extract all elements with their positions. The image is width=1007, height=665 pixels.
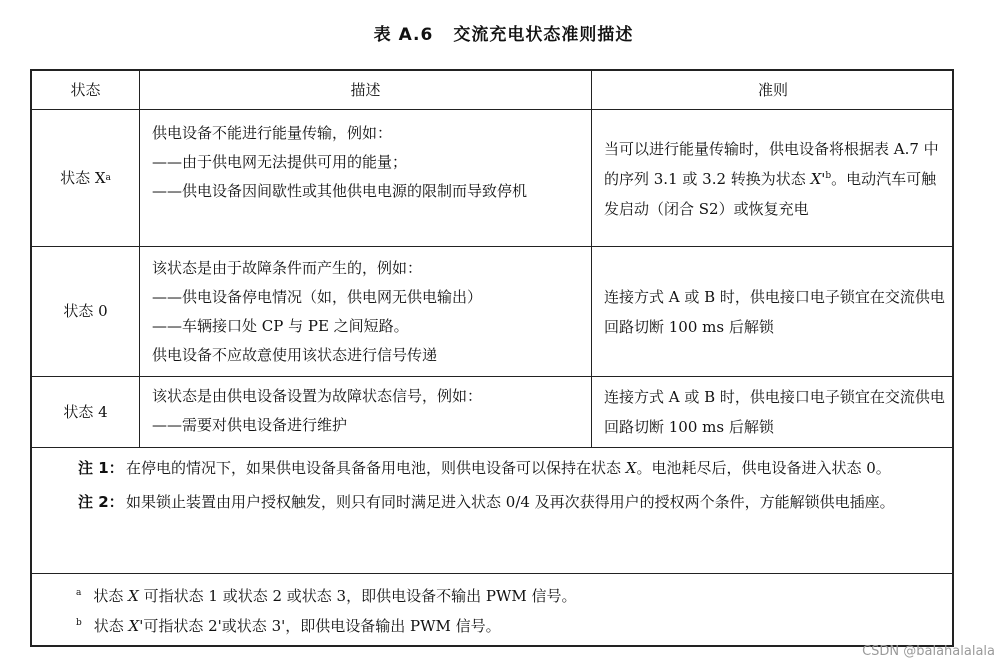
- state-0-criteria: 连接方式 A 或 B 时，供电接口电子锁宜在交流供电回路切断 100 ms 后解锁: [604, 288, 945, 336]
- table-title-text: 交流充电状态准则描述: [453, 25, 634, 45]
- state-4-description: [152, 382, 580, 440]
- footnote-a: $^a$ 状态 X 可指状态 1 或状态 2 或状态 3，即供电设备不输出 PWM 信号。: [76, 587, 577, 605]
- table-code: 表 A.6: [373, 25, 434, 45]
- footnote-b-mark: b: [825, 171, 832, 181]
- rule-row2: [32, 376, 952, 377]
- note-2-label: 注 2：: [78, 493, 124, 511]
- note-2: [78, 488, 940, 516]
- watermark: CSDN @balahalalala: [862, 644, 995, 659]
- state-x-criteria: 当可以进行能量传输时，供电设备将根据表 A.7 中的序列 3.1 或 3.2 转换为状态 $X'^b$。电动汽车可触发启动（闭合 S2）或恢复充电: [604, 140, 939, 218]
- state-0-desc-line: ——供电设备停电情况（如，供电网无供电输出）: [152, 288, 483, 306]
- footnote-b: $^b$ 状态 X'可指状态 2'或状态 3'，即供电设备输出 PWM 信号。: [76, 617, 501, 635]
- note-1: [78, 454, 940, 482]
- state-4-criteria: 连接方式 A 或 B 时，供电接口电子锁宜在交流供电回路切断 100 ms 后解锁: [604, 388, 945, 436]
- state-4-desc-line: ——需要对供电设备进行维护: [152, 416, 348, 434]
- state-x-desc-line: 供电设备不能进行能量传输，例如：: [152, 124, 393, 142]
- rule-notes: [32, 573, 952, 574]
- rule-row1: [32, 246, 952, 247]
- footnote-b-mark-foot: b: [76, 618, 82, 628]
- state-4-desc-line: 该状态是由供电设备设置为故障状态信号，例如：: [152, 387, 483, 405]
- col-rule-2: [591, 71, 592, 447]
- footnote-a-mark: a: [76, 588, 82, 598]
- header-state: 状态: [70, 80, 101, 99]
- state-0-desc-line: ——车辆接口处 CP 与 PE 之间短路。: [152, 317, 409, 335]
- notes-block: [78, 454, 940, 516]
- state-0-desc-line: 该状态是由于故障条件而产生的，例如：: [152, 259, 423, 277]
- table: [30, 69, 954, 647]
- table-title: [0, 20, 1007, 45]
- note-2-text: 如果锁止装置由用户授权触发，则只有同时满足进入状态 0/4 及再次获得用户的授权两个条件，方能解锁供电插座。: [126, 493, 895, 511]
- col-rule-1: [139, 71, 140, 447]
- state-x-label: 状态 X: [60, 168, 106, 187]
- state-x-prime: X': [810, 170, 826, 188]
- state-x-desc-line: ——供电设备因间歇性或其他供电电源的限制而导致停机: [152, 182, 528, 200]
- header-criteria: 准则: [757, 80, 788, 99]
- state-x-description: [152, 119, 580, 206]
- state-4-label: 状态 4: [63, 402, 108, 421]
- note-1-label: 注 1：: [78, 459, 124, 477]
- state-0-description: [152, 254, 580, 370]
- state-0-label: 状态 0: [63, 302, 108, 320]
- rule-header: [32, 109, 952, 110]
- rule-row3: [32, 447, 952, 448]
- header-description: 描述: [350, 80, 381, 99]
- state-x-cell: 状态 X a: [32, 110, 139, 246]
- state-0-desc-line: 供电设备不应故意使用该状态进行信号传递: [152, 346, 438, 364]
- note-1-text: 在停电的情况下，如果供电设备具备备用电池，则供电设备可以保持在状态 X。电池耗尽后，供电设备进入状态 0。: [126, 459, 891, 477]
- state-x-desc-line: ——由于供电网无法提供可用的能量；: [152, 153, 408, 171]
